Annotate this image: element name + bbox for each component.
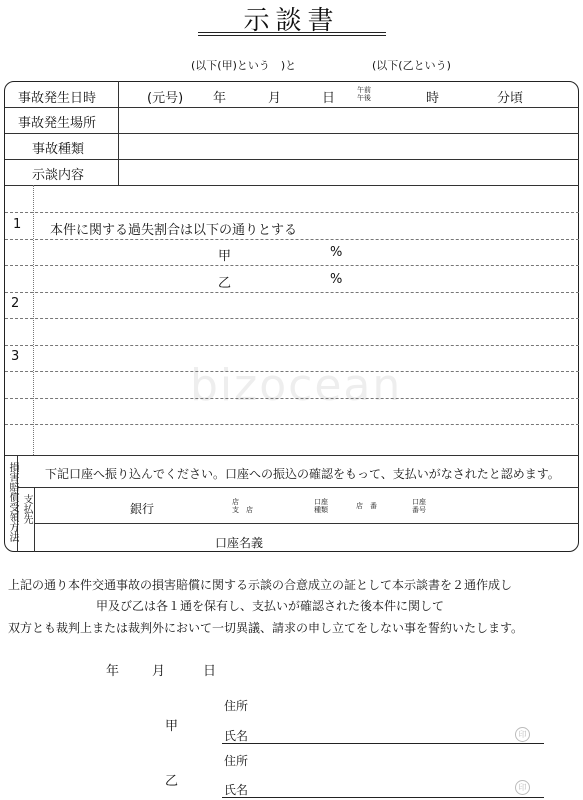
year-label: 年 (213, 91, 227, 106)
signer-ko-party: 甲 (165, 719, 179, 734)
ko-ratio-label: 甲 (218, 249, 232, 264)
account-number-label-2: 番号 (412, 506, 426, 514)
account-name-label: 口座名義 (215, 536, 264, 550)
branch-sub-label: 支 店 (232, 506, 253, 514)
minute-label: 分頃 (497, 91, 524, 106)
signer-otsu-name-line (222, 797, 544, 798)
statement-line-2: 甲及び乙は各１通を保有し、支払いが確認された後本件に関して (96, 599, 445, 613)
clause-line (5, 318, 579, 319)
day-label: 日 (322, 91, 336, 106)
month-label: 月 (268, 91, 282, 106)
payment-method-side-label: 損害賠償受領方法 (7, 462, 18, 542)
bank-divider (34, 523, 579, 524)
account-number-label-1: 口座 (412, 498, 426, 506)
pm-label: 午後 (357, 94, 371, 102)
accident-date-label: 事故発生日時 (18, 91, 97, 106)
label-column-divider (118, 81, 119, 185)
settlement-label: 示談内容 (32, 168, 85, 183)
otsu-ratio-label: 乙 (218, 276, 232, 291)
watermark-logo: bizocean (190, 360, 403, 411)
signer-otsu-seal-icon: 印 (515, 780, 530, 795)
clause-line (5, 212, 579, 213)
sign-month-label: 月 (152, 664, 166, 679)
clause-line (5, 239, 579, 240)
branch-label: 店 (232, 498, 260, 506)
clause-line (5, 424, 579, 425)
sign-year-label: 年 (106, 664, 120, 679)
clause-line (5, 292, 579, 293)
clause-line (5, 345, 579, 346)
signer-ko-address-label: 住所 (224, 699, 249, 713)
bank-label: 銀行 (130, 502, 155, 516)
payment-instruction: 下記口座へ振り込んでください。口座への振込の確認をもって、支払いがなされたと認めます。 (45, 467, 560, 481)
signer-otsu-party: 乙 (165, 774, 179, 789)
era-label: (元号) (147, 91, 184, 106)
am-label: 午前 (357, 86, 371, 94)
clause-line (5, 265, 579, 266)
clause-3-number: 3 (11, 349, 20, 364)
clause-line (5, 398, 579, 399)
signer-otsu-address-label: 住所 (224, 754, 249, 768)
sign-day-label: 日 (203, 664, 217, 679)
clause-line (5, 371, 579, 372)
clause-number-divider (33, 185, 34, 455)
statement-line-3: 双方とも裁判上または裁判外において一切異議、請求の申し立てをしない事を誓約いたします。 (8, 621, 524, 635)
clause-1-text: 本件に関する過失割合は以下の通りとする (50, 223, 298, 238)
payment-section-divider (5, 455, 579, 456)
clause-2-number: 2 (11, 296, 20, 311)
otsu-percent: % (330, 272, 343, 287)
payment-divider (17, 487, 579, 488)
document-title: 示談書 (243, 6, 340, 36)
payee-divider (34, 487, 35, 552)
party-otsu-label: (以下(乙という) (372, 59, 451, 72)
row-divider (5, 159, 579, 160)
branch-number-label: 店 番 (356, 502, 377, 510)
signer-ko-name-label: 氏名 (224, 729, 249, 743)
accident-place-label: 事故発生場所 (18, 116, 97, 131)
signer-ko-name-line (222, 743, 544, 744)
hour-label: 時 (426, 91, 440, 106)
party-ko-label: (以下(甲)という )と (191, 59, 297, 72)
account-type-label-1: 口座 (314, 498, 328, 506)
statement-line-1: 上記の通り本件交通事故の損害賠償に関する示談の合意成立の証として本示談書を２通作成し (8, 578, 513, 592)
signer-otsu-name-label: 氏名 (224, 783, 249, 797)
signer-ko-seal-icon: 印 (515, 727, 530, 742)
row-divider (5, 133, 579, 134)
account-type-label-2: 種類 (314, 506, 328, 514)
title-underline-2 (198, 35, 386, 36)
ko-percent: % (330, 245, 343, 260)
accident-type-label: 事故種類 (32, 142, 85, 157)
row-divider (5, 107, 579, 108)
clause-1-number: 1 (13, 217, 22, 232)
row-divider (5, 185, 579, 186)
payee-label: 支払先 (21, 494, 32, 524)
title-underline (198, 32, 386, 33)
